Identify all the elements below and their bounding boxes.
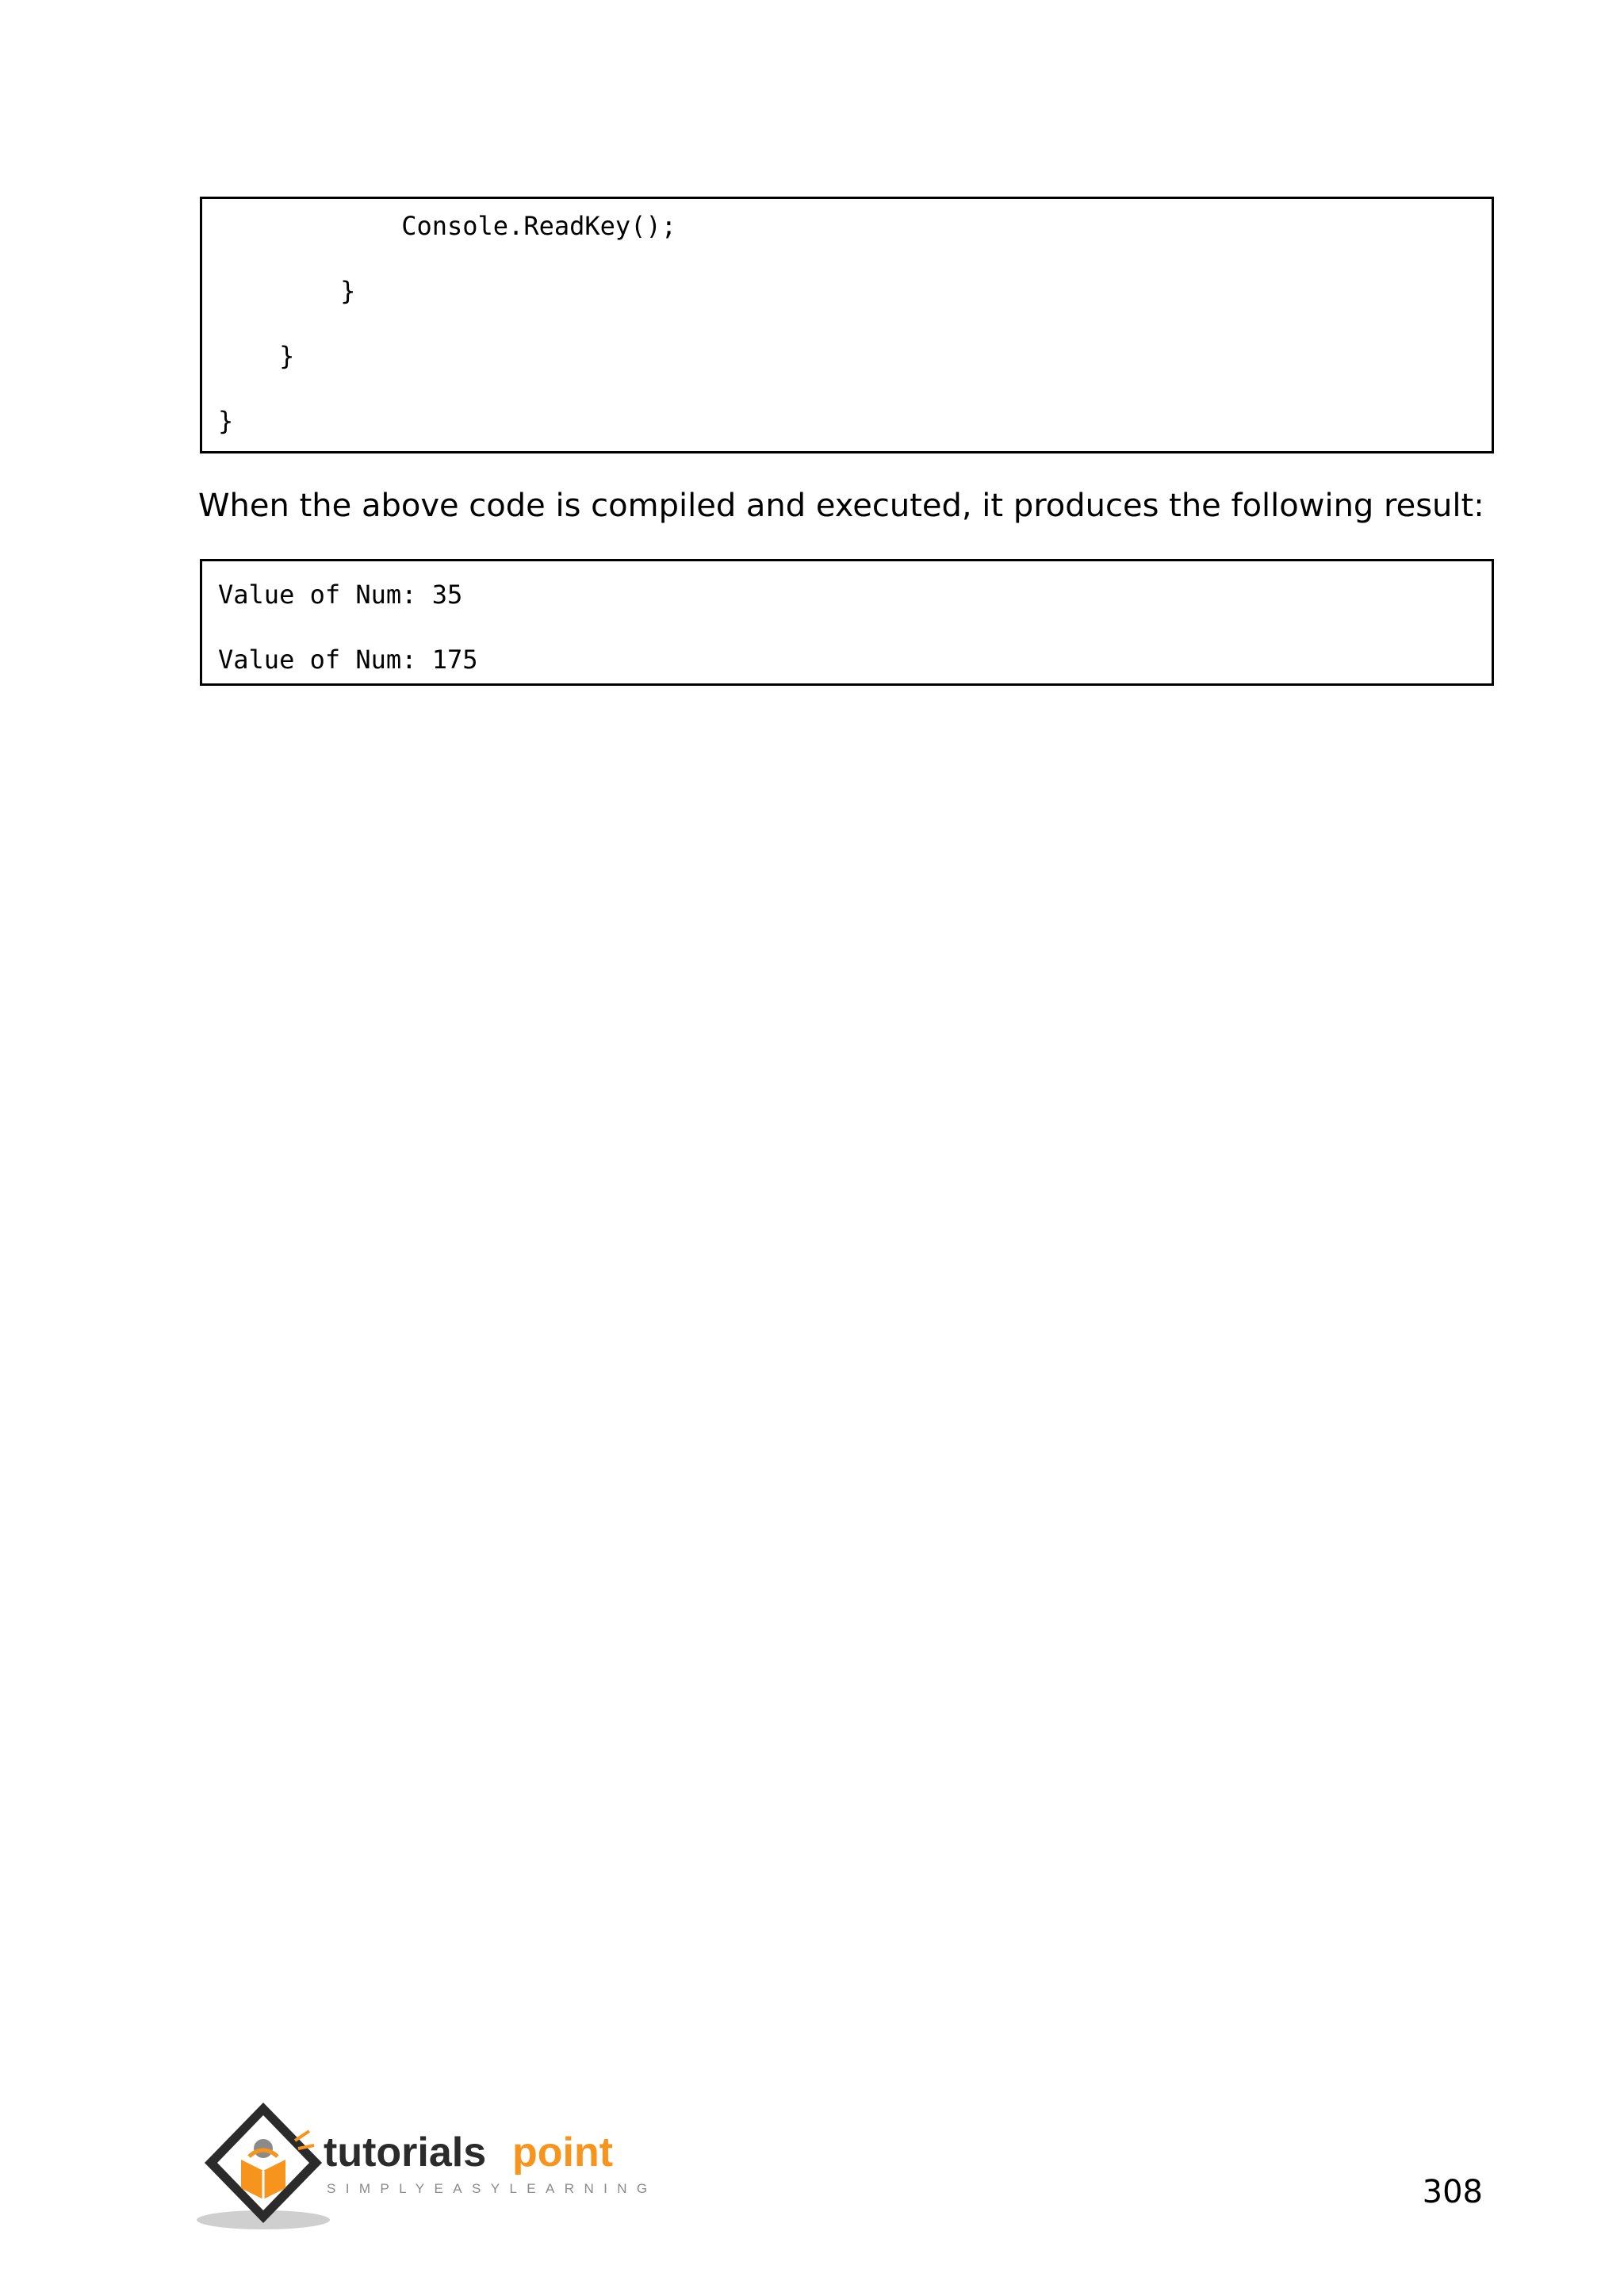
output-line: Value of Num: 175	[218, 645, 478, 675]
code-line: Console.ReadKey();	[218, 211, 676, 241]
code-line: }	[218, 341, 295, 371]
code-line: }	[218, 406, 234, 436]
body-paragraph: When the above code is compiled and executed, it produces the following result:	[198, 488, 1484, 524]
logo-text-right: point	[512, 2130, 614, 2175]
output-line: Value of Num: 35	[218, 580, 463, 610]
code-block	[200, 197, 1494, 453]
page-number: 308	[1422, 2174, 1483, 2210]
logo-text-left: tutorials	[324, 2130, 487, 2175]
logo-tagline: SIMPLYEASYLEARNING	[327, 2181, 653, 2196]
logo-graphic	[193, 2099, 653, 2234]
code-line: }	[218, 276, 356, 306]
logo-sparkle	[295, 2131, 309, 2141]
output-block	[200, 559, 1494, 686]
tutorialspoint-logo	[193, 2099, 653, 2234]
